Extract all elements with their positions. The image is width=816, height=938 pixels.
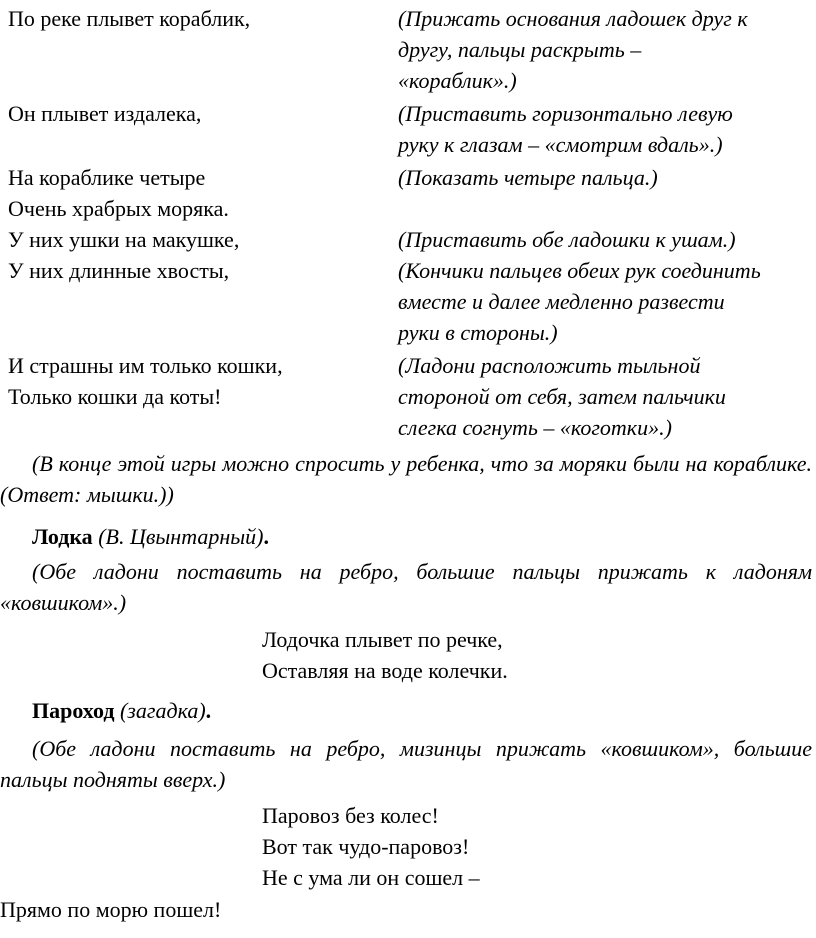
instruction-line: другу, пальцы раскрыть – (398, 37, 642, 62)
poem-korablik (8, 3, 808, 443)
steamer-verse-line: Паровоз без колес! (262, 803, 439, 828)
poem-text (8, 224, 398, 255)
instruction-line: (Прижать основания ладошек друг к (398, 6, 748, 31)
poem-text (8, 98, 398, 129)
steamer-heading (32, 695, 211, 726)
boat-title-end: . (263, 524, 269, 549)
steamer-title: Пароход (32, 698, 115, 723)
instruction-line: руки в стороны.) (398, 320, 558, 345)
poem-text (8, 162, 398, 224)
gesture-instruction (398, 350, 808, 443)
instruction-line: (Показать четыре пальца.) (398, 165, 658, 190)
steamer-instruction: (Обе ладони поставить на ребро, мизинцы прижать «ковшиком», большие пальцы подняты вверх.) (0, 736, 812, 792)
poem-text (8, 350, 398, 412)
stanza-row (8, 98, 808, 160)
stanza-row (8, 255, 808, 348)
gesture-instruction (398, 3, 808, 96)
instruction-line: (Ладони расположить тыльной (398, 353, 701, 378)
steamer-last-line: Прямо по морю пошел! (0, 897, 222, 922)
poem-text (8, 255, 398, 286)
instruction-line: слегка согнуть – «коготки».) (398, 415, 672, 440)
poem-note: (В конце этой игры можно спросить у ребенка, что за моряки были на кораблике. (Ответ: мышки.)) (0, 451, 812, 507)
instruction-line: (Приставить горизонтально левую (398, 101, 733, 126)
boat-heading (32, 521, 269, 552)
boat-verse-line: Оставляя на воде колечки. (262, 658, 508, 683)
gesture-instruction (398, 255, 808, 348)
boat-instruction: (Обе ладони поставить на ребро, большие пальцы прижать к ладоням «ковшиком».) (0, 559, 812, 615)
poem-line: Он плывет издалека, (8, 101, 202, 126)
poem-line: И страшны им только кошки, (8, 353, 283, 378)
poem-line: У них длинные хвосты, (8, 258, 230, 283)
poem-line: У них ушки на макушке, (8, 227, 240, 252)
boat-author: (В. Цвынтарный) (98, 524, 264, 549)
stanza-row (8, 162, 808, 224)
instruction-line: вместе и далее медленно развести (398, 289, 725, 314)
gesture-instruction (398, 162, 808, 193)
instruction-line: «кораблик».) (398, 68, 517, 93)
boat-title: Лодка (32, 524, 93, 549)
boat-verse-line: Лодочка плывет по речке, (262, 627, 503, 652)
instruction-line: стороной от себя, затем пальчики (398, 384, 726, 409)
stanza-row (8, 224, 808, 255)
steamer-title-end: . (205, 698, 212, 723)
stanza-row (8, 3, 808, 96)
instruction-line: руку к глазам – «смотрим вдаль».) (398, 132, 723, 157)
steamer-verse-line: Вот так чудо-паровоз! (262, 834, 470, 859)
poem-line: Только кошки да коты! (8, 384, 222, 409)
poem-line: По реке плывет кораблик, (8, 6, 251, 31)
poem-text (8, 3, 398, 34)
gesture-instruction (398, 98, 808, 160)
instruction-line: (Приставить обе ладошки к ушам.) (398, 227, 736, 252)
steamer-subtitle: (загадка) (119, 698, 206, 723)
steamer-verse-line: Не с ума ли он сошел – (262, 865, 480, 890)
poem-line: На кораблике четыре (8, 165, 206, 190)
instruction-line: (Кончики пальцев обеих рук соединить (398, 258, 761, 283)
poem-line: Очень храбрых моряка. (8, 196, 229, 221)
stanza-row (8, 350, 808, 443)
gesture-instruction (398, 224, 808, 255)
